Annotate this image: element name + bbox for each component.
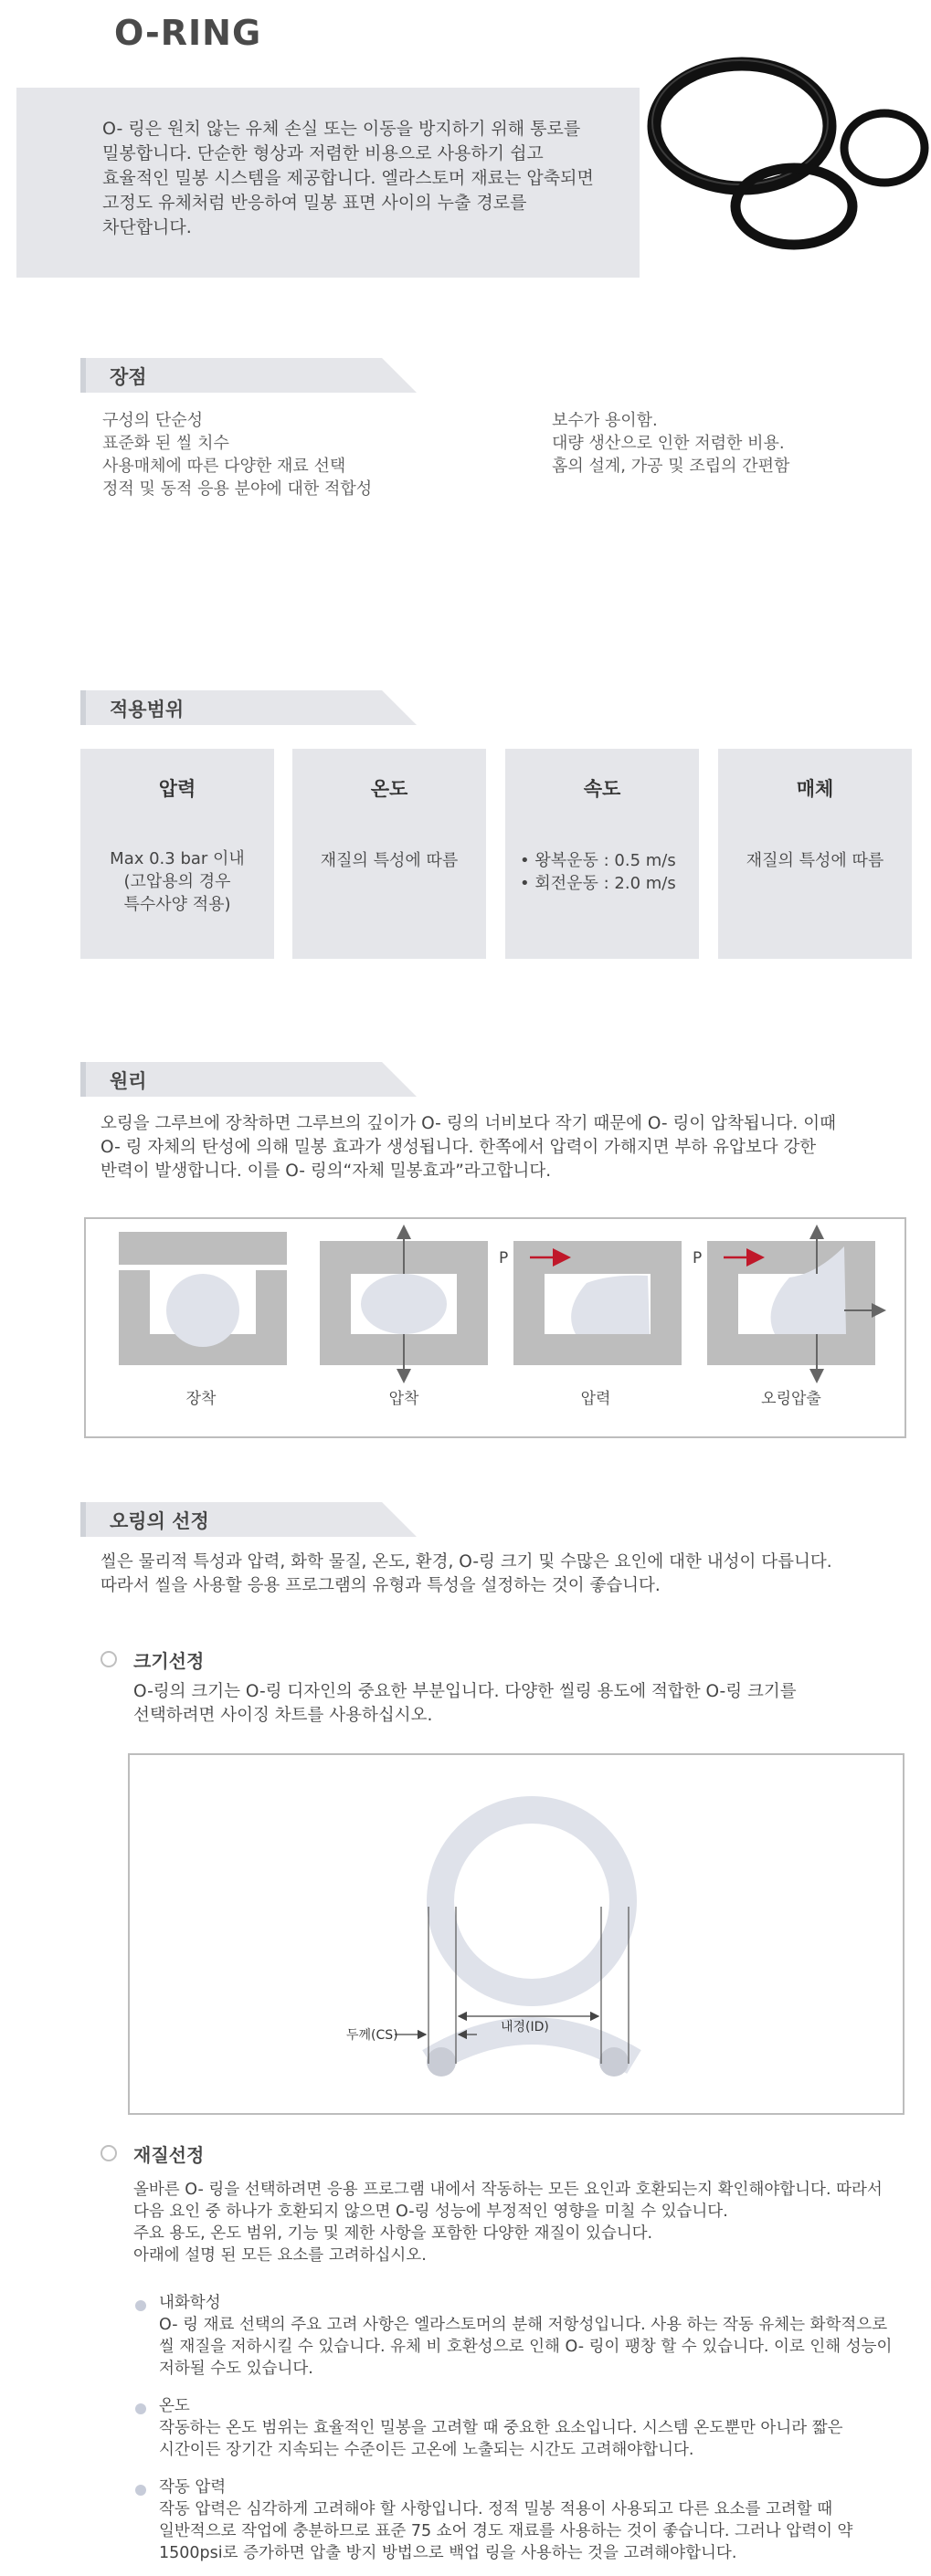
- list-item: 홈의 설계, 가공 및 조립의 간편함: [552, 457, 790, 476]
- stage-squeeze: [320, 1232, 488, 1376]
- text-line: 다음 요인 중 하나가 호환되지 않으면 O-링 성능에 부정적인 영향을 미칠 수 있습니다.: [133, 2203, 728, 2221]
- section-header-principle: [80, 1062, 418, 1097]
- card-title: 온도: [370, 778, 408, 800]
- card-line: Max 0.3 bar 이내: [110, 849, 245, 868]
- list-bullet-dot: [135, 2485, 146, 2496]
- material-item-temperature: [159, 2395, 926, 2461]
- caption-squeeze: 압착: [388, 1390, 419, 1408]
- text-line: 저하될 수도 있습니다.: [159, 2360, 313, 2378]
- text-line: O- 링 자체의 탄성에 의해 밀봉 효과가 생성됩니다. 한쪽에서 압력이 가해지면 부하 유압보다 강한: [101, 1138, 817, 1157]
- section-title: 적용범위: [110, 699, 185, 720]
- oring-product-image: [640, 46, 931, 265]
- text-line: 씰은 물리적 특성과 압력, 화학 물질, 온도, 환경, O-링 크기 및 수많은 요인에 대한 내성이 다릅니다.: [101, 1552, 832, 1572]
- text-line: 작동 압력은 심각하게 고려해야 할 사항입니다. 정적 밀봉 적용이 사용되고 다른 요소를 고려할 때: [159, 2500, 833, 2518]
- card-title: 매체: [796, 778, 834, 800]
- intro-text: [102, 117, 632, 240]
- intro-line: 차단합니다.: [102, 217, 192, 237]
- material-selection-text: [133, 2179, 928, 2266]
- caption-extrusion: 오링압출: [761, 1390, 821, 1408]
- text-line: 아래에 설명 된 모든 요소를 고려하십시오.: [133, 2246, 427, 2265]
- scope-card-speed: [505, 749, 699, 959]
- pressure-label: P: [499, 1249, 509, 1267]
- material-item-chemical: [159, 2292, 926, 2380]
- item-title: 내화학성: [159, 2294, 221, 2312]
- advantages-left-list: [102, 409, 486, 500]
- text-line: 씰 재질을 저하시킬 수 있습니다. 유체 비 호환성으로 인해 O- 링이 팽창 할 수 있습니다. 이로 인해 성능이: [159, 2338, 893, 2356]
- text-line: 반력이 발생합니다. 이를 O- 링의“자체 밀봉효과”라고합니다.: [101, 1162, 552, 1181]
- intro-line: O- 링은 원치 않는 유체 손실 또는 이동을 방지하기 위해 통로를: [102, 119, 581, 139]
- text-line: 따라서 씰을 사용할 응용 프로그램의 유형과 특성을 설정하는 것이 좋습니다.: [101, 1576, 661, 1595]
- card-line: 재질의 특성에 따름: [320, 851, 459, 870]
- list-bullet-dot: [135, 2403, 146, 2414]
- card-body: [80, 847, 274, 916]
- material-section-bullet: [101, 2145, 117, 2161]
- text-line: 작동하는 온도 범위는 효율적인 밀봉을 고려할 때 중요한 요소입니다. 시스템 온도뿐만 아니라 짧은: [159, 2419, 843, 2437]
- intro-line: 고정도 유체처럼 반응하여 밀봉 표면 사이의 누출 경로를: [102, 193, 527, 213]
- card-line: 재질의 특성에 따름: [746, 851, 884, 870]
- card-line: • 회전운동 : 2.0 m/s: [520, 874, 676, 893]
- section-header-selection: [80, 1502, 418, 1537]
- text-line: O- 링 재료 선택의 주요 고려 사항은 엘라스토머의 분해 저항성입니다. 사용 하는 작동 유체는 화학적으로: [159, 2316, 888, 2334]
- list-bullet-dot: [135, 2300, 146, 2311]
- size-selection-title: 크기선정: [133, 1650, 205, 1672]
- intro-line: 밀봉합니다. 단순한 형상과 저렴한 비용으로 사용하기 쉽고: [102, 143, 544, 163]
- section-header-advantages: [80, 358, 418, 393]
- page-title: O-RING: [114, 13, 262, 53]
- list-item: 사용매체에 따른 다양한 재료 선택: [102, 457, 346, 476]
- material-item-pressure: [159, 2476, 926, 2564]
- card-line: 특수사양 적용): [123, 895, 231, 914]
- list-item: 보수가 용이함.: [552, 411, 658, 430]
- card-body: [718, 849, 912, 872]
- list-item: 대량 생산으로 인한 저렴한 비용.: [552, 434, 785, 453]
- card-line: • 왕복운동 : 0.5 m/s: [520, 851, 676, 870]
- size-selection-text: [133, 1680, 901, 1728]
- list-item: 구성의 단순성: [102, 411, 204, 430]
- card-title: 압력: [158, 778, 196, 800]
- card-body: [292, 849, 486, 872]
- advantages-right-list: [552, 409, 899, 478]
- text-line: 올바른 O- 링을 선택하려면 응용 프로그램 내에서 작동하는 모든 요인과 호환되는지 확인해야합니다. 따라서: [133, 2181, 883, 2199]
- text-line: 일반적으로 작업에 충분하므로 표준 75 쇼어 경도 재료를 사용하는 것이 좋습니다. 그러나 압력이 약: [159, 2522, 853, 2540]
- pressure-label: P: [693, 1249, 703, 1267]
- selection-text: [101, 1551, 923, 1598]
- item-title: 온도: [159, 2397, 190, 2415]
- intro-line: 효율적인 밀봉 시스템을 제공합니다. 엘라스토머 재료는 압축되면: [102, 168, 594, 188]
- section-header-scope: [80, 690, 418, 725]
- section-title: 오링의 선정: [110, 1510, 209, 1532]
- scope-card-pressure: [80, 749, 274, 959]
- principle-text: [101, 1112, 923, 1183]
- list-item: 표준화 된 씰 치수: [102, 434, 229, 453]
- card-line: (고압용의 경우: [123, 872, 231, 891]
- text-line: 시간이든 장기간 지속되는 수준이든 고온에 노출되는 시간도 고려해야합니다.: [159, 2441, 694, 2459]
- text-line: 선택하려면 사이징 차트를 사용하십시오.: [133, 1706, 433, 1725]
- list-item: 정적 및 동적 응용 분야에 대한 적합성: [102, 479, 373, 499]
- section-title: 장점: [110, 366, 147, 388]
- card-title: 속도: [583, 778, 621, 800]
- caption-pressure: 압력: [580, 1390, 611, 1408]
- card-body: [520, 849, 699, 895]
- text-line: 주요 용도, 온도 범위, 기능 및 제한 사항을 포함한 다양한 재질이 있습니다.: [133, 2224, 653, 2243]
- section-title: 원리: [110, 1070, 147, 1092]
- stage-mounting: [119, 1232, 287, 1365]
- stage-pressure: [499, 1241, 682, 1365]
- text-line: 1500psi로 증가하면 압출 방지 방법으로 백업 링을 사용하는 것을 고려해야합니다.: [159, 2544, 737, 2562]
- item-title: 작동 압력: [159, 2478, 227, 2497]
- size-section-bullet: [101, 1651, 117, 1667]
- material-selection-title: 재질선정: [133, 2144, 205, 2166]
- scope-card-temperature: [292, 749, 486, 959]
- scope-card-media: [718, 749, 912, 959]
- caption-mounting: 장착: [185, 1390, 217, 1408]
- text-line: 오링을 그루브에 장착하면 그루브의 깊이가 O- 링의 너비보다 작기 때문에 O- 링이 압착됩니다. 이때: [101, 1114, 836, 1133]
- text-line: O-링의 크기는 O-링 디자인의 중요한 부분입니다. 다양한 씰링 용도에 적합한 O-링 크기를: [133, 1682, 797, 1701]
- stage-extrusion: [693, 1232, 879, 1376]
- cs-label: 두께(CS): [346, 2028, 398, 2043]
- principle-diagram: [86, 1219, 903, 1402]
- sizing-diagram: [130, 1755, 899, 2109]
- id-label: 내경(ID): [501, 2020, 549, 2035]
